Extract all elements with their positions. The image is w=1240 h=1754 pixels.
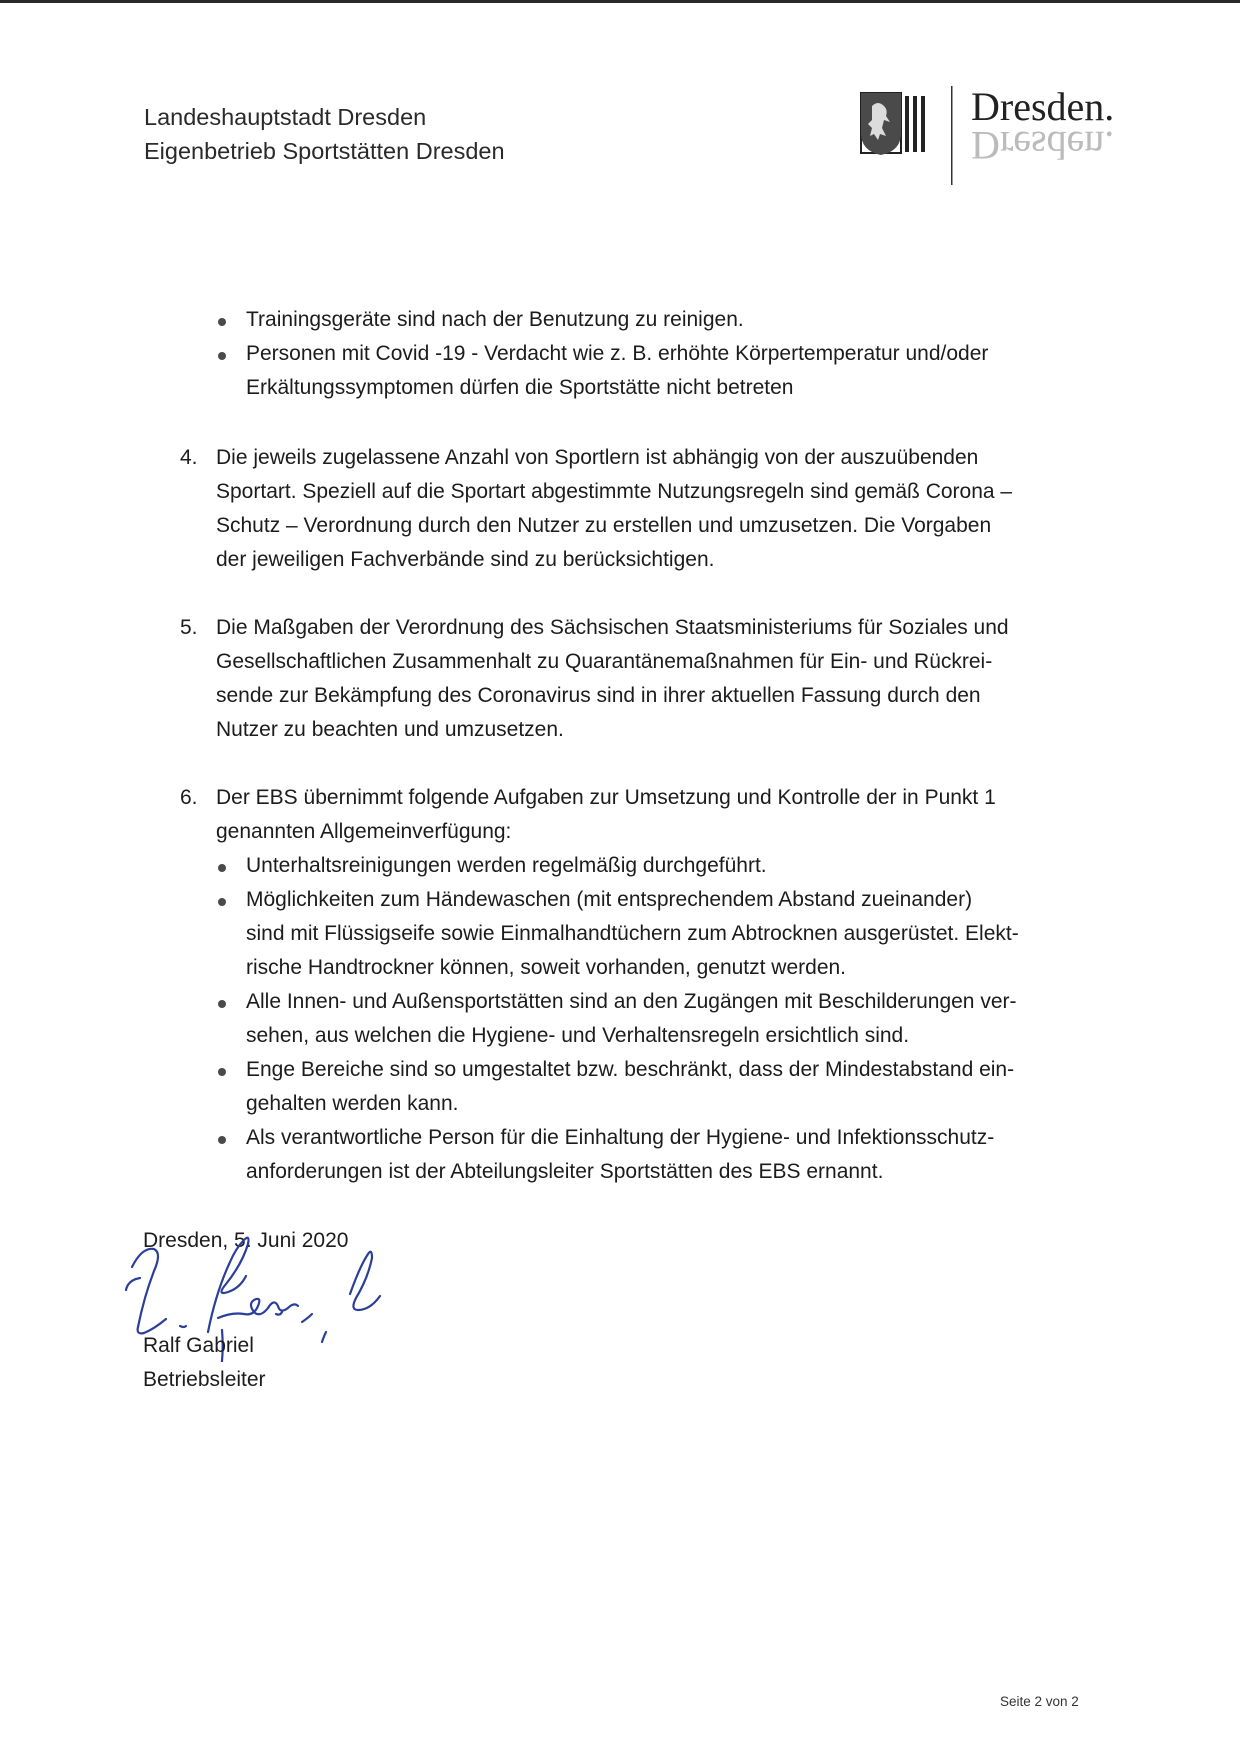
bullet-text: sind mit Flüssigseife sowie Einmalhandtüchern zum Abtrocknen ausgerüstet. Elekt- [246,922,1019,945]
bullet-marker [218,352,226,360]
bullet-marker [218,898,226,906]
list-item-text: Schutz – Verordnung durch den Nutzer zu erstellen und umzusetzen. Die Vorgaben [216,514,992,537]
signatory-role: Betriebsleiter [143,1368,266,1391]
top-border-line [0,0,1240,3]
logo-divider [951,86,953,185]
org-name-line1: Landeshauptstadt Dresden [144,104,427,130]
bullet-text: Alle Innen- und Außensportstätten sind an den Zugängen mit Beschilderungen ver- [246,990,1017,1013]
bullet-text: sehen, aus welchen die Hygiene- und Verhaltensregeln ersichtlich sind. [246,1024,910,1047]
bullet-text: rische Handtrockner können, soweit vorhanden, genutzt werden. [246,956,847,979]
page-number: Seite 2 von 2 [1000,1694,1079,1709]
signatory-name: Ralf Gabriel [143,1334,254,1357]
bullet-text: Möglichkeiten zum Händewaschen (mit entsprechendem Abstand zueinander) [246,888,973,911]
bullet-text: Als verantwortliche Person für die Einhaltung der Hygiene- und Infektionsschutz- [246,1126,995,1149]
bullet-text: Personen mit Covid -19 - Verdacht wie z. B. erhöhte Körpertemperatur und/oder [246,342,989,365]
list-item-number: 5. [180,616,198,639]
list-item-number: 6. [180,786,198,809]
list-item-number: 4. [180,446,198,469]
place-and-date: Dresden, 5. Juni 2020 [143,1229,349,1252]
bullet-marker [218,1068,226,1076]
list-item-text: der jeweiligen Fachverbände sind zu berücksichtigen. [216,548,715,571]
dresden-logo [858,86,1158,206]
bullet-text: Unterhaltsreinigungen werden regelmäßig durchgeführt. [246,854,767,877]
list-item-text: Nutzer zu beachten und umzusetzen. [216,718,564,741]
list-item-text: Gesellschaftlichen Zusammenhalt zu Quarantänemaßnahmen für Ein- und Rückrei- [216,650,993,673]
list-item-text: Die Maßgaben der Verordnung des Sächsischen Staatsministeriums für Soziales und [216,616,1009,639]
list-item-text: sende zur Bekämpfung des Coronavirus sind in ihrer aktuellen Fassung durch den [216,684,981,707]
letterhead-organization [144,100,505,168]
bullet-text: gehalten werden kann. [246,1092,459,1115]
bullet-marker [218,318,226,326]
org-name-line2: Eigenbetrieb Sportstätten Dresden [144,138,505,164]
bullet-marker [218,1000,226,1008]
list-item-text: Der EBS übernimmt folgende Aufgaben zur Umsetzung und Kontrolle der in Punkt 1 [216,786,996,809]
logo-wordmark-reflection: Dresden. [971,123,1115,168]
coat-of-arms-icon [861,93,925,155]
bullet-marker [218,864,226,872]
list-item-text: Sportart. Speziell auf die Sportart abgestimmte Nutzungsregeln sind gemäß Corona – [216,480,1013,503]
bullet-marker [218,1136,226,1144]
bullet-text: Trainingsgeräte sind nach der Benutzung zu reinigen. [246,308,744,331]
bullet-text: Erkältungssymptomen dürfen die Sportstätte nicht betreten [246,376,794,399]
list-item-text: Die jeweils zugelassene Anzahl von Sportlern ist abhängig von der auszuübenden [216,446,979,469]
bullet-text: anforderungen ist der Abteilungsleiter Sportstätten des EBS ernannt. [246,1160,884,1183]
bullet-text: Enge Bereiche sind so umgestaltet bzw. beschränkt, dass der Mindestabstand ein- [246,1058,1015,1081]
logo-wordmark: Dresden. [971,86,1115,129]
list-item-text: genannten Allgemeinverfügung: [216,820,512,843]
